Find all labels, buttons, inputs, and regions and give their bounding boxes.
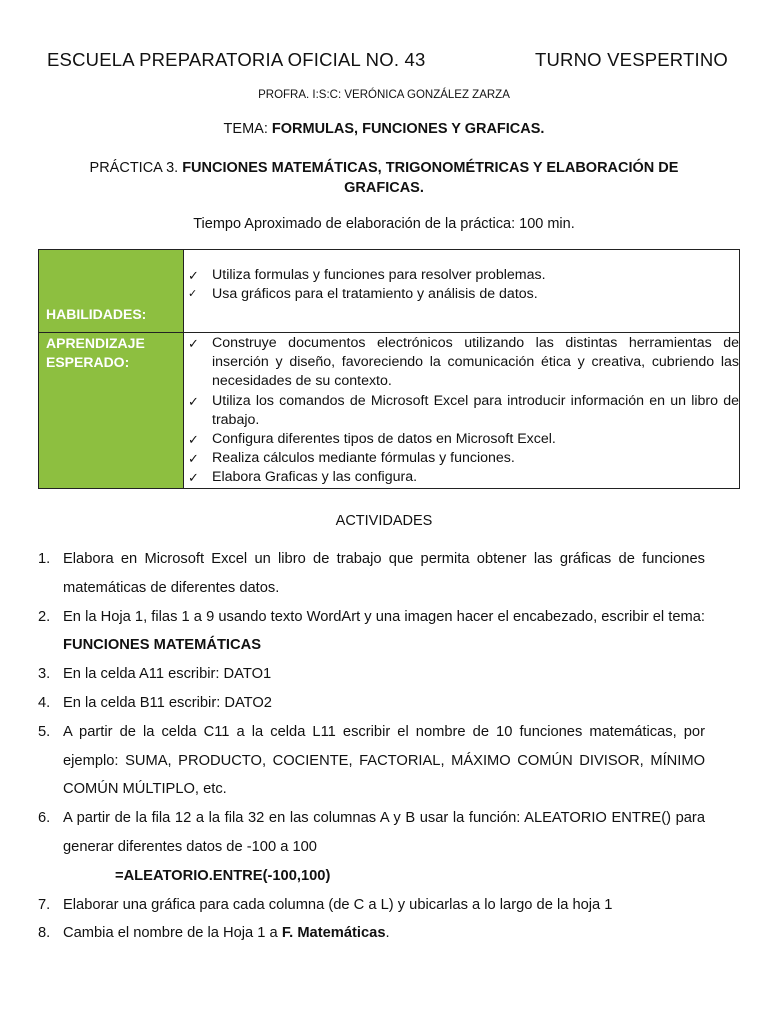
list-item: 6. A partir de la fila 12 a la fila 32 en las columnas A y B usar la función: ALEATORIO ENTRE() para generar diferentes datos de -100 a 100 =ALEATORIO.ENTRE(-100,100) (38, 804, 705, 890)
list-item: 1. Elabora en Microsoft Excel un libro de trabajo que permita obtener las gráficas de funciones matemáticas de diferentes datos. (38, 551, 705, 596)
list-item: ✓ Configura diferentes tipos de datos en Microsoft Excel. (212, 430, 739, 449)
school-name: ESCUELA PREPARATORIA OFICIAL NO. 43 (47, 49, 426, 70)
list-item: ✓ Usa gráficos para el tratamiento y análisis de datos. (212, 285, 739, 304)
check-icon: ✓ (188, 393, 199, 409)
actividades-title: ACTIVIDADES (335, 513, 433, 529)
habilidades-label: HABILIDADES: (39, 250, 184, 333)
habilidades-row (39, 250, 740, 333)
list-item: ✓ Utiliza formulas y funciones para resolver problemas. (212, 266, 739, 285)
actividades-list (38, 545, 705, 948)
list-item: 7. Elaborar una gráfica para cada columna (de C a L) y ubicarlas a lo largo de la hoja 1 (38, 896, 613, 913)
check-icon: ✓ (188, 268, 199, 283)
list-item: 5. A partir de la celda C11 a la celda L11 escribir el nombre de 10 funciones matemáticas, por ejemplo: SUMA, PRODUCTO, COCIENTE, FACTORIAL, MÁXIMO COMÚN DIVISOR, MÍNIMO COMÚN MÚLTIPLO, etc. (38, 723, 705, 798)
list-item: 8. Cambia el nombre de la Hoja 1 a F. Matemáticas. (38, 925, 390, 942)
list-item: ✓ Realiza cálculos mediante fórmulas y funciones. (212, 449, 739, 468)
check-icon: ✓ (188, 451, 199, 467)
list-item: 3. En la celda A11 escribir: DATO1 (38, 666, 272, 683)
teacher-name: PROFRA. I:S:C: VERÓNICA GONZÁLEZ ZARZA (258, 89, 510, 101)
check-icon: ✓ (188, 432, 199, 448)
habilidades-cell (184, 250, 740, 333)
list-item: 4. En la celda B11 escribir: DATO2 (38, 694, 272, 711)
aprendizaje-cell (184, 333, 740, 489)
formula-text: =ALEATORIO.ENTRE(-100,100) (115, 867, 331, 884)
list-item: ✓ Elabora Graficas y las configura. (212, 468, 739, 487)
list-item: ✓ Utiliza los comandos de Microsoft Excel para introducir información en un libro de trabajo. (188, 392, 739, 428)
skills-table (38, 249, 740, 489)
practica-value: FUNCIONES MATEMÁTICAS, TRIGONOMÉTRICAS Y ELABORACIÓN DE GRAFICAS. (182, 160, 679, 196)
check-icon: ✓ (188, 288, 198, 301)
practica-line (80, 158, 688, 198)
shift-label: TURNO VESPERTINO (535, 49, 729, 70)
check-icon: ✓ (188, 336, 199, 351)
practica-label: PRÁCTICA 3. (89, 160, 183, 176)
tema-line (0, 121, 768, 137)
tema-value: FORMULAS, FUNCIONES Y GRAFICAS. (271, 121, 545, 137)
tiempo-line: Tiempo Aproximado de elaboración de la práctica: 100 min. (193, 216, 575, 232)
list-item: ✓ Construye documentos electrónicos utilizando las distintas herramientas de inserción y diseño, favoreciendo la comunicación ética y creativa, cubriendo las necesidades de su contexto. (188, 335, 739, 390)
check-icon: ✓ (188, 470, 199, 486)
aprendizaje-row (39, 333, 740, 489)
aprendizaje-label: APRENDIZAJE ESPERADO: (39, 333, 184, 489)
list-item: 2. En la Hoja 1, filas 1 a 9 usando texto WordArt y una imagen hacer el encabezado, escribir el tema: FUNCIONES MATEMÁTICAS (38, 608, 705, 654)
tema-label: TEMA: (223, 121, 272, 137)
